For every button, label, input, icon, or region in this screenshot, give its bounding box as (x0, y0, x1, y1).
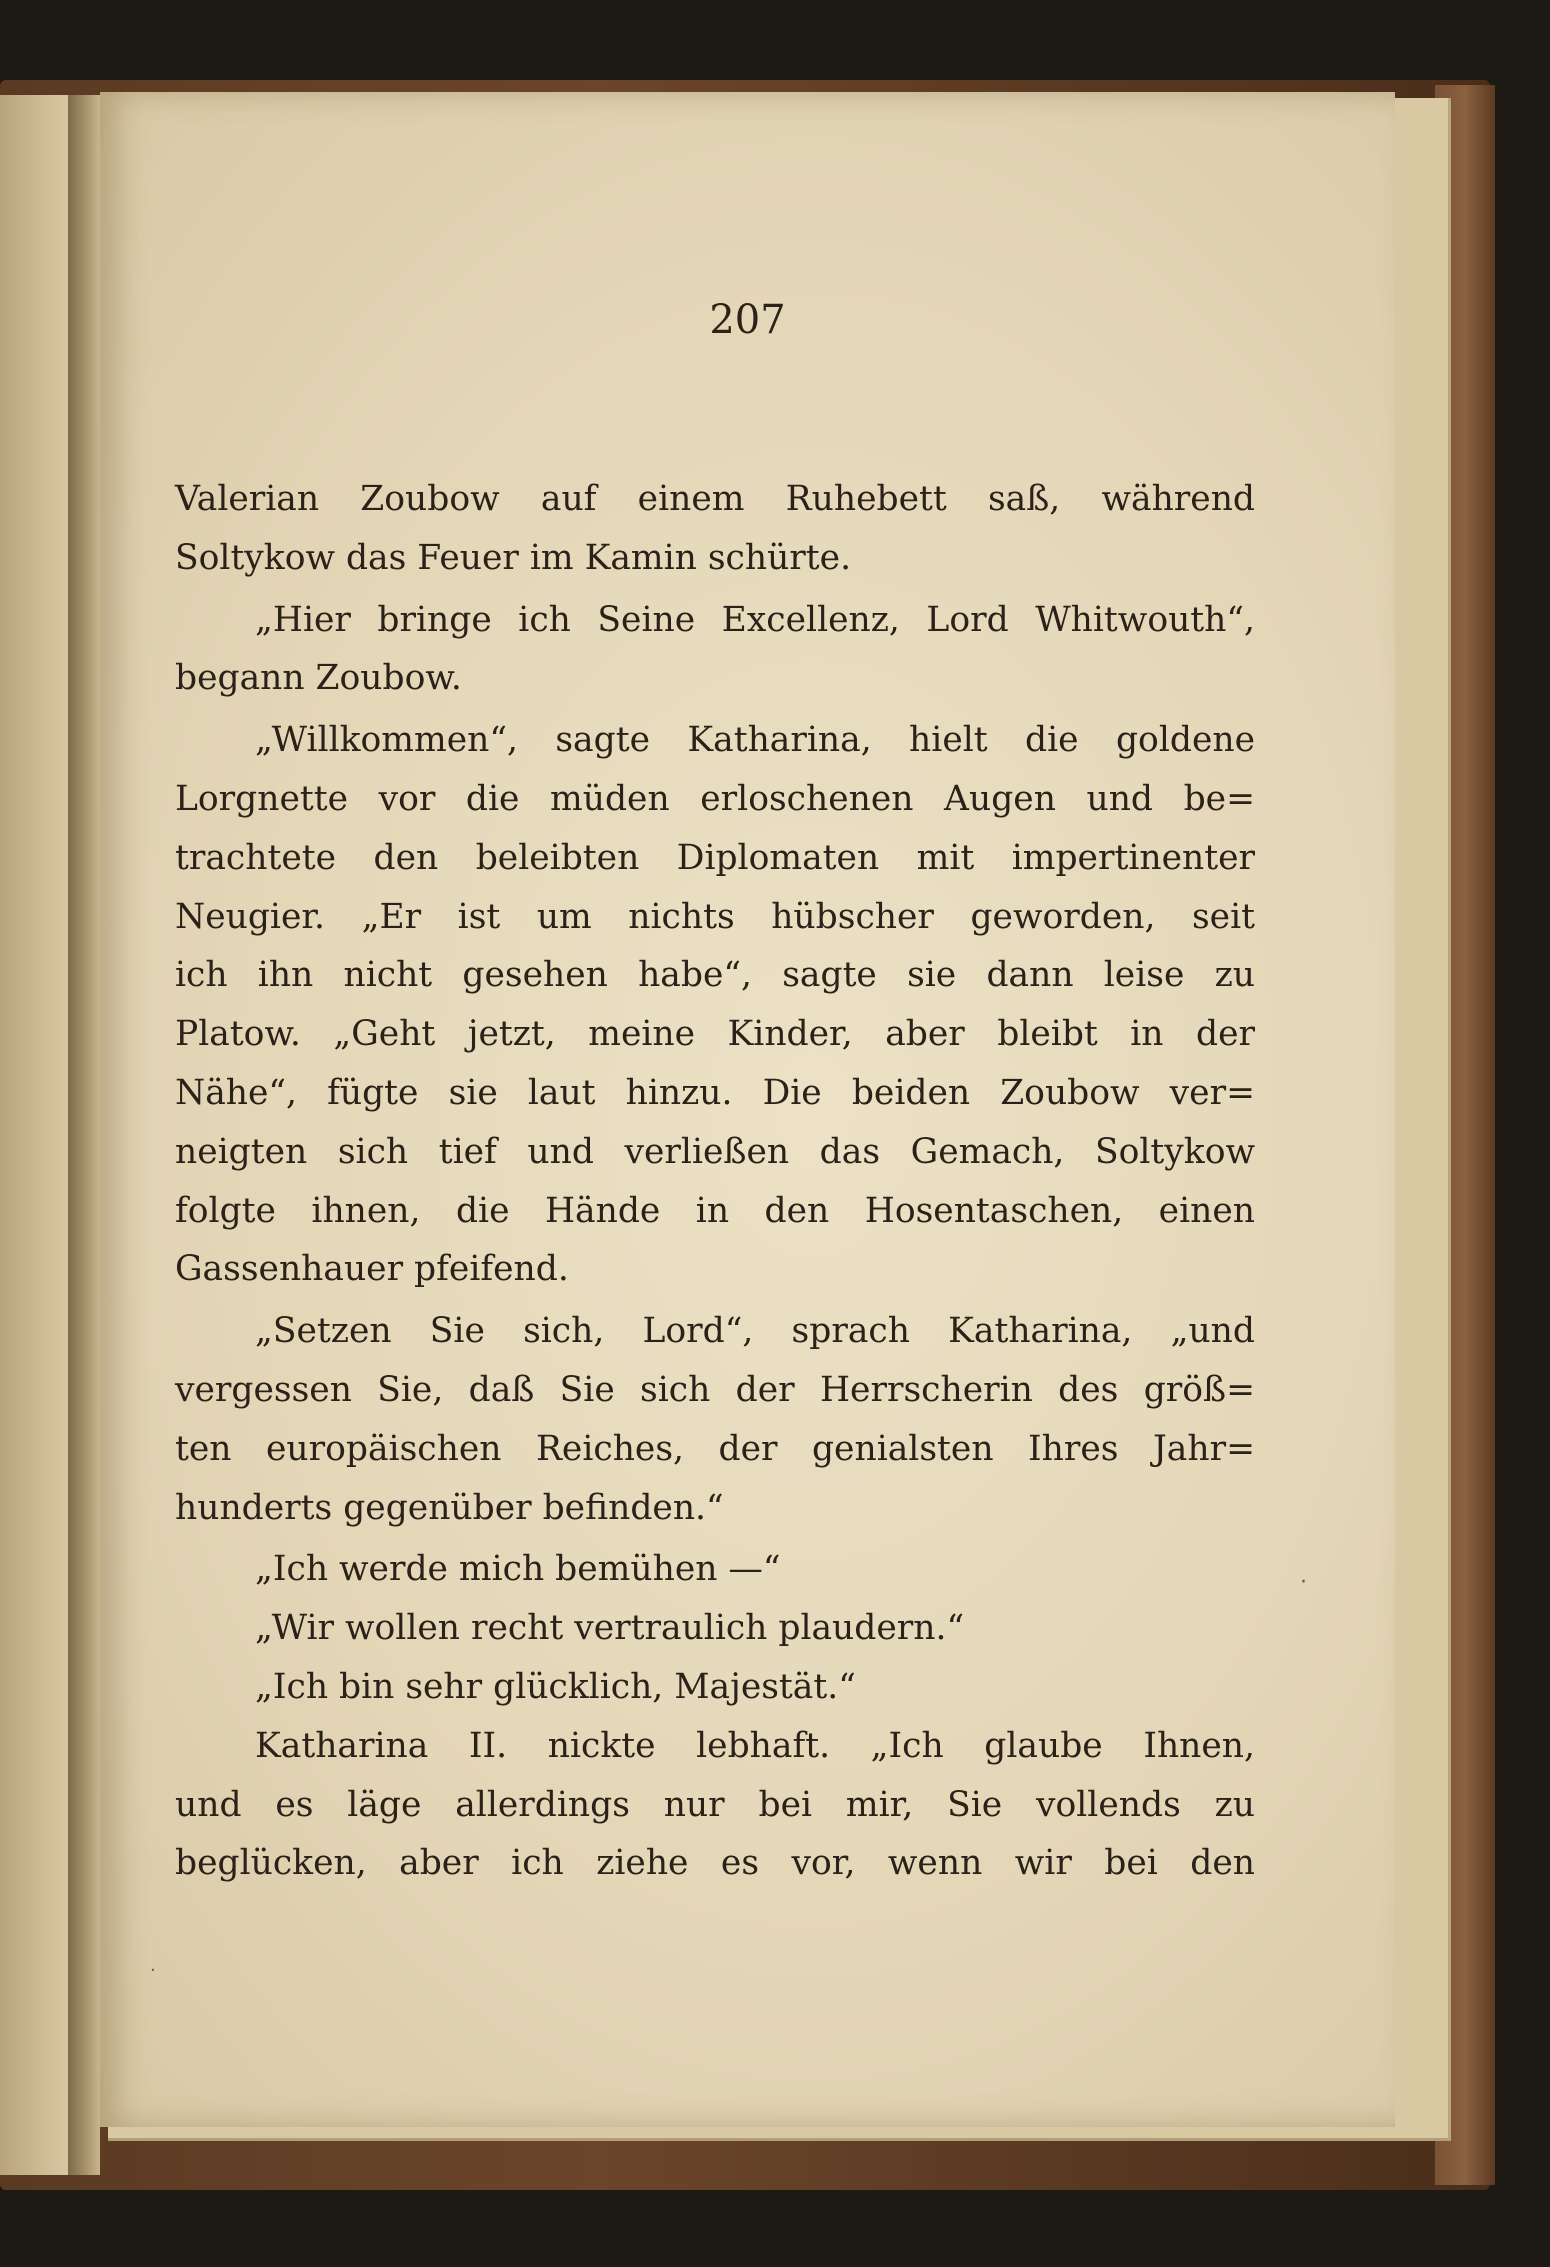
text-line: hunderts gegenüber befinden.“ (175, 1487, 724, 1528)
text-line: Valerian Zoubow auf einem Ruhebett saß, während (175, 479, 1255, 519)
text-line: neigten sich tief und verließen das Gemach, Soltykow (175, 1131, 1255, 1172)
text-line: begann Zoubow. (175, 658, 462, 699)
page-number: 207 (709, 297, 786, 343)
page-body (175, 470, 1255, 1893)
text-line: „Wir wollen recht vertraulich plaudern.“ (255, 1608, 965, 1649)
text-line: vergessen Sie, daß Sie sich der Herrscherin des größ= (175, 1369, 1255, 1410)
text-line: Platow. „Geht jetzt, meine Kinder, aber bleibt in der (175, 1014, 1255, 1055)
book-gutter (68, 95, 100, 2175)
text-line: Neugier. „Er ist um nichts hübscher geworden, seit (175, 896, 1255, 937)
text-line: trachtete den beleibten Diplomaten mit impertinenter (175, 837, 1255, 878)
text-line: Nähe“, fügte sie laut hinzu. Die beiden Zoubow ver= (175, 1072, 1255, 1113)
text-line: ich ihn nicht gesehen habe“, sagte sie dann leise zu (175, 955, 1255, 996)
ink-speck: · (1300, 1570, 1307, 1595)
text-line: Soltykow das Feuer im Kamin schürte. (175, 537, 852, 578)
text-line: „Ich bin sehr glücklich, Majestät.“ (255, 1666, 856, 1707)
text-line: und es läge allerdings nur bei mir, Sie vollends zu (175, 1784, 1255, 1825)
text-line: Katharina II. nickte lebhaft. „Ich glaube Ihnen, (255, 1725, 1255, 1766)
text-line: „Setzen Sie sich, Lord“, sprach Katharina, „und (255, 1311, 1255, 1352)
text-line: „Ich werde mich bemühen —“ (255, 1549, 781, 1590)
ink-speck: · (150, 1960, 156, 1981)
text-line: beglücken, aber ich ziehe es vor, wenn wir bei den (175, 1843, 1255, 1884)
text-line: „Hier bringe ich Seine Excellenz, Lord Whitwouth“, (255, 599, 1255, 640)
text-line: folgte ihnen, die Hände in den Hosentaschen, einen (175, 1190, 1255, 1231)
book-page (100, 92, 1395, 2127)
text-line: Lorgnette vor die müden erloschenen Augen und be= (175, 778, 1255, 819)
text-line: „Willkommen“, sagte Katharina, hielt die goldene (255, 720, 1255, 761)
text-line: ten europäischen Reiches, der genialsten Ihres Jahr= (175, 1428, 1255, 1469)
text-line: Gassenhauer pfeifend. (175, 1249, 569, 1290)
